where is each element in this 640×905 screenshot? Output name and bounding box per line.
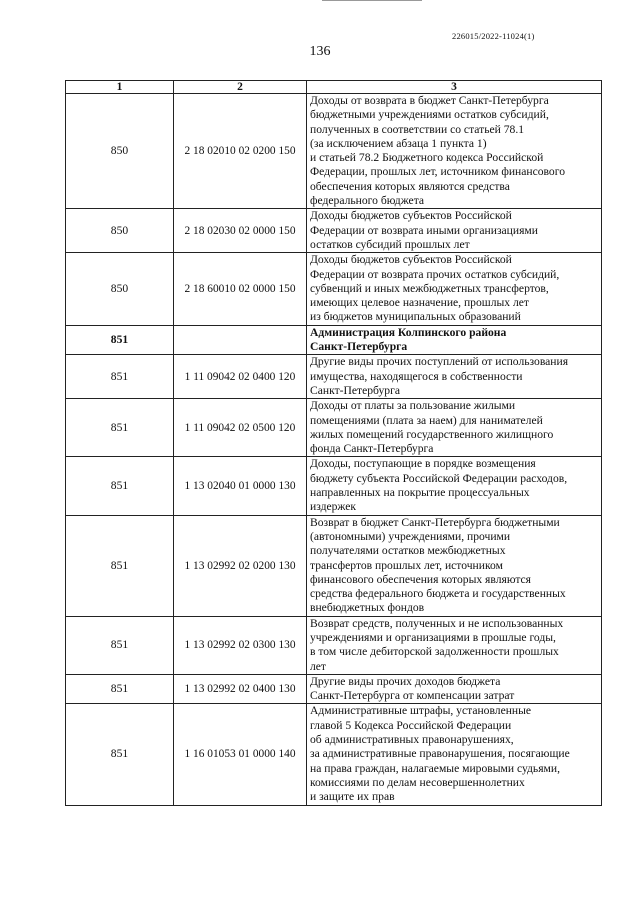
budget-code-cell: 1 11 09042 02 0400 120 xyxy=(174,355,307,399)
description-line: бюджету субъекта Российской Федерации расходов, xyxy=(310,471,568,485)
description-cell xyxy=(307,616,602,674)
budget-code-cell: 1 13 02992 02 0300 130 xyxy=(174,616,307,674)
description-cell xyxy=(307,355,602,399)
description-line: Федерации, прошлых лет, источником финансового xyxy=(310,165,565,179)
description-cell xyxy=(307,704,602,805)
description-cell xyxy=(307,515,602,616)
description-line: за административные правонарушения, посягающие xyxy=(310,747,570,761)
description-line: получателями остатков межбюджетных xyxy=(310,544,506,558)
description-line: Санкт-Петербурга xyxy=(310,340,408,354)
budget-code-cell xyxy=(174,325,307,355)
admin-code-cell: 851 xyxy=(66,457,174,515)
description-line: Федерации от возврата иными организациями xyxy=(310,223,538,237)
table-row xyxy=(66,94,602,209)
description-line: федерального бюджета xyxy=(310,194,425,208)
description-line: Федерации от возврата прочих остатков субсидий, xyxy=(310,267,560,281)
description-line: Другие виды прочих поступлений от использования xyxy=(310,355,569,369)
description-line: фонда Санкт-Петербурга xyxy=(310,442,434,456)
column-header-1: 1 xyxy=(66,81,174,94)
table-row xyxy=(66,674,602,704)
description-line: Доходы бюджетов субъектов Российской xyxy=(310,253,512,267)
description-line: комиссиями по делам несовершеннолетних xyxy=(310,775,525,789)
description-line: Доходы, поступающие в порядке возмещения xyxy=(310,457,536,471)
description-line: и защите их прав xyxy=(310,790,395,804)
budget-code-cell: 1 16 01053 01 0000 140 xyxy=(174,704,307,805)
description-line: Администрация Колпинского района xyxy=(310,325,507,339)
description-line: Доходы бюджетов субъектов Российской xyxy=(310,209,512,223)
description-line: на права граждан, налагаемые мировыми судьями, xyxy=(310,761,560,775)
admin-code-cell: 851 xyxy=(66,399,174,457)
revenue-codes-table xyxy=(65,80,602,806)
admin-code-cell: 851 xyxy=(66,704,174,805)
table-row xyxy=(66,399,602,457)
description-line: Санкт-Петербурга xyxy=(310,383,400,397)
table-row xyxy=(66,325,602,355)
description-line: обеспечения которых являются средства xyxy=(310,179,510,193)
budget-code-cell: 1 13 02992 02 0400 130 xyxy=(174,674,307,704)
description-line: Доходы от платы за пользование жилыми xyxy=(310,399,516,413)
table-row xyxy=(66,457,602,515)
description-line: издержек xyxy=(310,500,357,514)
description-line: бюджетными учреждениями остатков субсидий, xyxy=(310,108,549,122)
description-cell xyxy=(307,209,602,253)
admin-code-cell: 850 xyxy=(66,253,174,325)
description-line: и статьей 78.2 Бюджетного кодекса Российской xyxy=(310,151,544,165)
admin-code-cell: 850 xyxy=(66,94,174,209)
description-line: внебюджетных фондов xyxy=(310,601,425,615)
table-row xyxy=(66,253,602,325)
description-line: Возврат средств, полученных и не использованных xyxy=(310,616,564,630)
document-id: 226015/2022-11024(1) xyxy=(452,31,535,41)
description-line: Доходы от возврата в бюджет Санкт-Петербурга xyxy=(310,94,549,107)
description-line: главой 5 Кодекса Российской Федерации xyxy=(310,718,512,732)
table-row xyxy=(66,355,602,399)
scan-artifact-line xyxy=(322,0,422,3)
description-line: жилых помещений государственного жилищного xyxy=(310,427,554,441)
table-row xyxy=(66,616,602,674)
budget-code-cell: 2 18 02010 02 0200 150 xyxy=(174,94,307,209)
description-line: направленных на покрытие процессуальных xyxy=(310,486,530,500)
description-line: Административные штрафы, установленные xyxy=(310,704,532,718)
description-line: средства федерального бюджета и государственных xyxy=(310,587,566,601)
table-body xyxy=(66,94,602,806)
description-line: субвенций и иных межбюджетных трансфертов, xyxy=(310,281,549,295)
description-line: финансового обеспечения которых являются xyxy=(310,572,532,586)
description-cell xyxy=(307,674,602,704)
description-line: Санкт-Петербурга от компенсации затрат xyxy=(310,689,515,703)
description-cell xyxy=(307,325,602,355)
description-cell xyxy=(307,457,602,515)
description-cell xyxy=(307,94,602,209)
page-number: 136 xyxy=(309,44,331,59)
description-line: (автономными) учреждениями, прочими xyxy=(310,529,511,543)
budget-code-cell: 1 13 02992 02 0200 130 xyxy=(174,515,307,616)
admin-code-cell: 851 xyxy=(66,515,174,616)
budget-code-cell: 2 18 60010 02 0000 150 xyxy=(174,253,307,325)
admin-code-cell: 851 xyxy=(66,355,174,399)
description-cell xyxy=(307,253,602,325)
admin-code-cell: 850 xyxy=(66,209,174,253)
table-header-row xyxy=(66,81,602,94)
description-line: учреждениями и организациями в прошлые годы, xyxy=(310,630,556,644)
description-line: об административных правонарушениях, xyxy=(310,733,514,747)
description-line: имеющих целевое назначение, прошлых лет xyxy=(310,296,529,310)
description-line: полученных в соответствии со статьей 78.1 xyxy=(310,122,525,136)
description-line: помещениями (плата за наем) для нанимателей xyxy=(310,413,543,427)
table-row xyxy=(66,515,602,616)
table-row xyxy=(66,209,602,253)
description-line: (за исключением абзаца 1 пункта 1) xyxy=(310,136,487,150)
description-line: в том числе дебиторской задолженности прошлых xyxy=(310,645,559,659)
budget-code-cell: 1 11 09042 02 0500 120 xyxy=(174,399,307,457)
table-row xyxy=(66,704,602,805)
column-header-2: 2 xyxy=(174,81,307,94)
description-cell xyxy=(307,399,602,457)
budget-code-cell: 1 13 02040 01 0000 130 xyxy=(174,457,307,515)
admin-code-cell: 851 xyxy=(66,616,174,674)
description-line: лет xyxy=(310,659,326,673)
budget-code-cell: 2 18 02030 02 0000 150 xyxy=(174,209,307,253)
admin-code-cell: 851 xyxy=(66,325,174,355)
description-line: Другие виды прочих доходов бюджета xyxy=(310,674,501,688)
column-header-3: 3 xyxy=(307,81,602,94)
admin-code-cell: 851 xyxy=(66,674,174,704)
description-line: из бюджетов муниципальных образований xyxy=(310,310,521,324)
description-line: трансфертов прошлых лет, источником xyxy=(310,558,503,572)
description-line: Возврат в бюджет Санкт-Петербурга бюджетными xyxy=(310,515,560,529)
description-line: имущества, находящегося в собственности xyxy=(310,369,523,383)
description-line: остатков субсидий прошлых лет xyxy=(310,237,470,251)
